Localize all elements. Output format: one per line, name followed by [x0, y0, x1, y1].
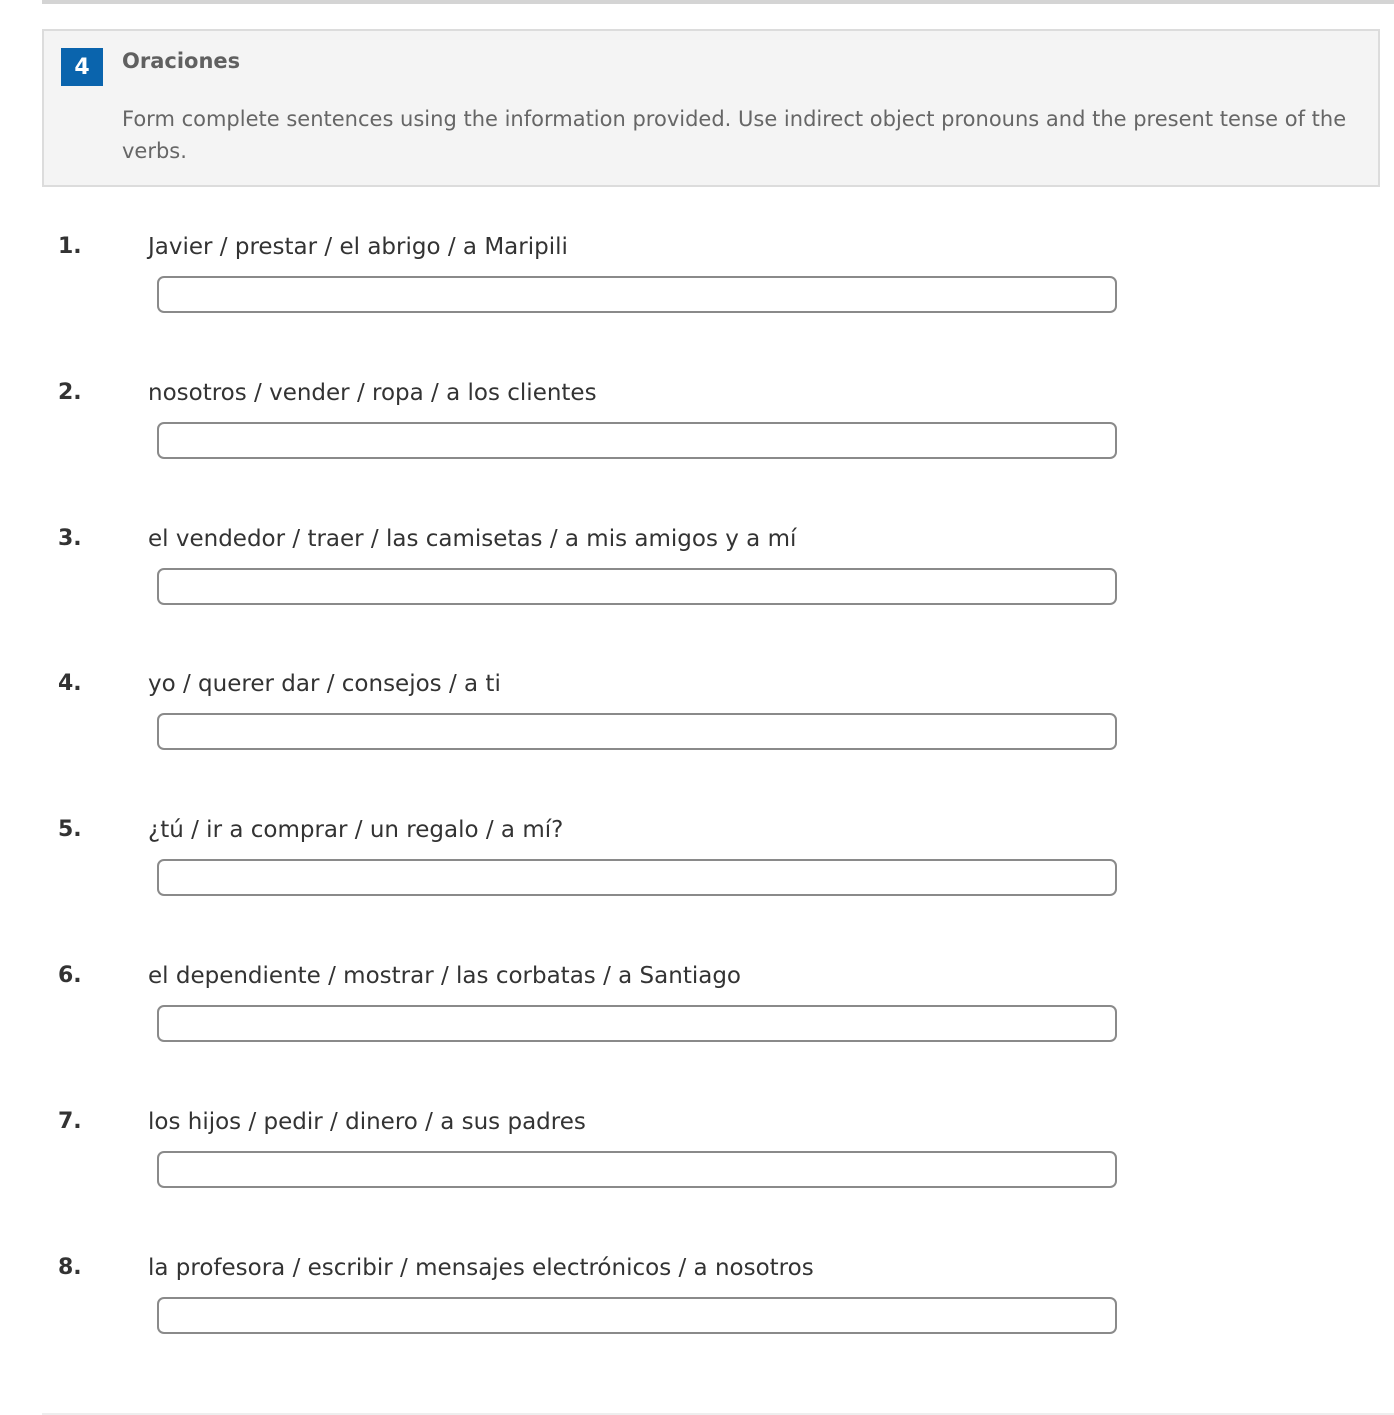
exercise-item	[0, 961, 1394, 1107]
exercise-item	[0, 1107, 1394, 1253]
item-number: 2.	[58, 379, 82, 405]
answer-input[interactable]	[157, 1297, 1117, 1334]
item-number: 8.	[58, 1254, 82, 1280]
section-instructions: Form complete sentences using the information provided. Use indirect object pronouns and the present tense of the verbs.	[122, 107, 1347, 163]
answer-input[interactable]	[157, 1151, 1117, 1188]
exercise-item	[0, 1253, 1394, 1399]
item-number: 7.	[58, 1108, 82, 1134]
item-prompt: ¿tú / ir a comprar / un regalo / a mí?	[148, 817, 564, 844]
item-number: 5.	[58, 817, 82, 843]
answer-input[interactable]	[157, 1005, 1117, 1042]
answer-input[interactable]	[157, 276, 1117, 313]
item-number: 6.	[58, 963, 82, 988]
section-title: Oraciones	[122, 49, 241, 73]
item-prompt: el vendedor / traer / las camisetas / a mis amigos y a mí	[148, 525, 797, 552]
item-prompt: la profesora / escribir / mensajes electrónicos / a nosotros	[148, 1254, 814, 1281]
item-prompt: Javier / prestar / el abrigo / a Maripili	[148, 234, 568, 260]
exercise-item	[0, 232, 1394, 378]
item-number: 3.	[58, 525, 82, 551]
answer-input[interactable]	[157, 568, 1117, 605]
item-prompt: nosotros / vender / ropa / a los clientes	[148, 379, 597, 406]
answer-input[interactable]	[157, 422, 1117, 459]
exercise-item	[0, 669, 1394, 815]
section-number-badge: 4	[61, 48, 103, 86]
item-number: 1.	[58, 234, 82, 259]
item-prompt: el dependiente / mostrar / las corbatas / a Santiago	[148, 963, 742, 989]
item-prompt: los hijos / pedir / dinero / a sus padres	[148, 1108, 586, 1135]
exercise-item	[0, 524, 1394, 670]
answer-input[interactable]	[157, 859, 1117, 896]
exercise-item	[0, 378, 1394, 524]
answer-input[interactable]	[157, 713, 1117, 750]
exercise-item	[0, 815, 1394, 961]
section-header	[42, 29, 1380, 187]
item-prompt: yo / querer dar / consejos / a ti	[148, 671, 501, 698]
item-number: 4.	[58, 671, 82, 697]
top-divider	[42, 0, 1394, 4]
